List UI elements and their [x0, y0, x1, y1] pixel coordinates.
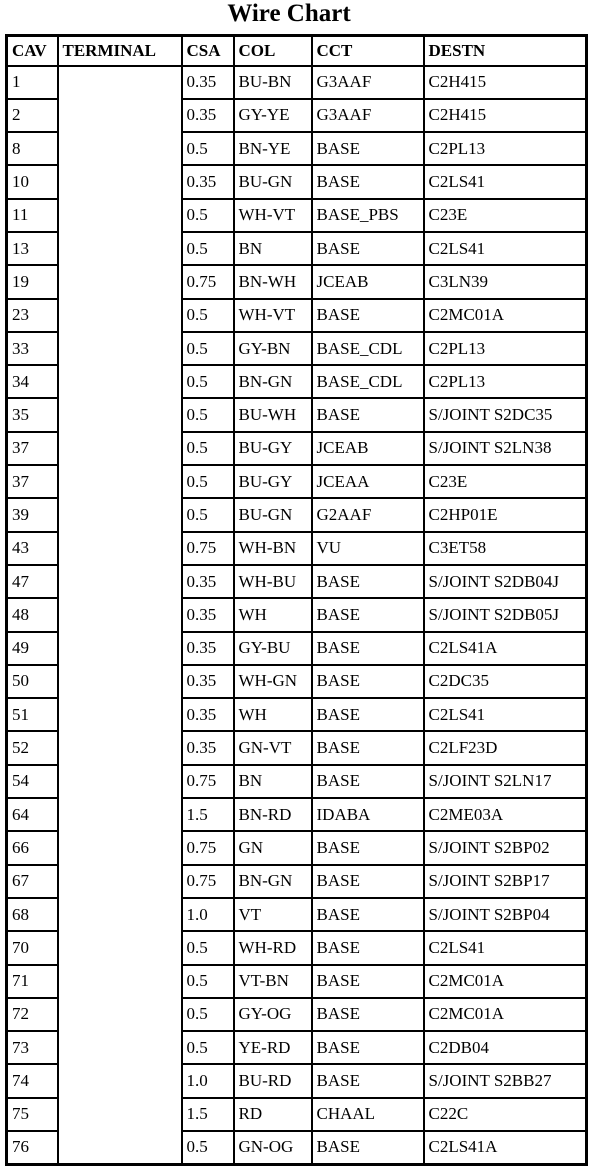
destn-cell: C2PL13 [424, 365, 587, 398]
cct-cell: BASE [312, 898, 424, 931]
col-cell: WH [234, 598, 312, 631]
cct-cell: BASE [312, 765, 424, 798]
page-title: Wire Chart [227, 0, 351, 27]
destn-cell: C2LS41 [424, 698, 587, 731]
col-cell: BU-GN [234, 498, 312, 531]
col-cell: GN-VT [234, 731, 312, 764]
cct-cell: BASE [312, 731, 424, 764]
destn-cell: C2DC35 [424, 665, 587, 698]
col-cell: BN-GN [234, 865, 312, 898]
csa-cell: 0.5 [182, 1031, 234, 1064]
cct-cell: BASE [312, 831, 424, 864]
destn-cell: C2HP01E [424, 498, 587, 531]
col-cell: GY-OG [234, 998, 312, 1031]
col-cell: WH-GN [234, 665, 312, 698]
cav-cell: 37 [7, 465, 58, 498]
cav-cell: 74 [7, 1064, 58, 1097]
cct-cell: BASE [312, 931, 424, 964]
cav-cell: 48 [7, 598, 58, 631]
column-header-destn: DESTN [424, 36, 587, 66]
cct-cell: JCEAA [312, 465, 424, 498]
cct-cell: BASE_PBS [312, 199, 424, 232]
destn-cell: S/JOINT S2BB27 [424, 1064, 587, 1097]
csa-cell: 0.35 [182, 66, 234, 99]
destn-cell: C2LS41 [424, 165, 587, 198]
cct-cell: BASE [312, 232, 424, 265]
destn-cell: C2H415 [424, 99, 587, 132]
cct-cell: JCEAB [312, 432, 424, 465]
destn-cell: C2MC01A [424, 965, 587, 998]
csa-cell: 0.5 [182, 498, 234, 531]
cct-cell: G3AAF [312, 66, 424, 99]
csa-cell: 1.5 [182, 1098, 234, 1131]
cct-cell: BASE [312, 665, 424, 698]
destn-cell: C3ET58 [424, 532, 587, 565]
csa-cell: 0.75 [182, 831, 234, 864]
csa-cell: 0.35 [182, 598, 234, 631]
table-row [7, 66, 587, 99]
destn-cell: S/JOINT S2DB05J [424, 598, 587, 631]
cav-cell: 49 [7, 632, 58, 665]
cav-cell: 71 [7, 965, 58, 998]
destn-cell: C22C [424, 1098, 587, 1131]
col-cell: GN-OG [234, 1131, 312, 1164]
csa-cell: 0.5 [182, 965, 234, 998]
destn-cell: C2MC01A [424, 998, 587, 1031]
col-cell: WH-VT [234, 299, 312, 332]
col-cell: BU-GN [234, 165, 312, 198]
col-cell: BU-BN [234, 66, 312, 99]
wire-chart-table [5, 34, 588, 1166]
cav-cell: 34 [7, 365, 58, 398]
col-cell: RD [234, 1098, 312, 1131]
cav-cell: 64 [7, 798, 58, 831]
destn-cell: S/JOINT S2BP17 [424, 865, 587, 898]
cav-cell: 2 [7, 99, 58, 132]
csa-cell: 0.35 [182, 698, 234, 731]
col-cell: BU-GY [234, 465, 312, 498]
destn-cell: C2LS41 [424, 931, 587, 964]
cav-cell: 70 [7, 931, 58, 964]
cct-cell: BASE_CDL [312, 332, 424, 365]
cct-cell: BASE [312, 132, 424, 165]
column-header-col: COL [234, 36, 312, 66]
csa-cell: 0.5 [182, 998, 234, 1031]
column-header-terminal: TERMINAL [58, 36, 182, 66]
destn-cell: S/JOINT S2DB04J [424, 565, 587, 598]
csa-cell: 1.5 [182, 798, 234, 831]
csa-cell: 0.5 [182, 232, 234, 265]
cct-cell: BASE [312, 565, 424, 598]
cav-cell: 23 [7, 299, 58, 332]
csa-cell: 0.75 [182, 765, 234, 798]
col-cell: WH-RD [234, 931, 312, 964]
col-cell: GY-BU [234, 632, 312, 665]
col-cell: WH-BN [234, 532, 312, 565]
col-cell: GY-BN [234, 332, 312, 365]
col-cell: GY-YE [234, 99, 312, 132]
cav-cell: 35 [7, 398, 58, 431]
cct-cell: BASE [312, 165, 424, 198]
col-cell: BN-WH [234, 265, 312, 298]
col-cell: YE-RD [234, 1031, 312, 1064]
csa-cell: 0.5 [182, 132, 234, 165]
csa-cell: 0.5 [182, 199, 234, 232]
destn-cell: S/JOINT S2BP04 [424, 898, 587, 931]
table-header-row [7, 36, 587, 66]
column-header-cav: CAV [7, 36, 58, 66]
cav-cell: 13 [7, 232, 58, 265]
cct-cell: BASE [312, 865, 424, 898]
csa-cell: 0.5 [182, 432, 234, 465]
csa-cell: 0.35 [182, 731, 234, 764]
destn-cell: C2LS41A [424, 1131, 587, 1164]
cav-cell: 10 [7, 165, 58, 198]
cct-cell: JCEAB [312, 265, 424, 298]
table-body [7, 66, 587, 1165]
cct-cell: G3AAF [312, 99, 424, 132]
cav-cell: 33 [7, 332, 58, 365]
cct-cell: BASE [312, 698, 424, 731]
terminal-cell [58, 66, 182, 1165]
cct-cell: BASE [312, 1131, 424, 1164]
cav-cell: 43 [7, 532, 58, 565]
csa-cell: 0.5 [182, 332, 234, 365]
destn-cell: S/JOINT S2LN17 [424, 765, 587, 798]
csa-cell: 0.35 [182, 99, 234, 132]
destn-cell: C2DB04 [424, 1031, 587, 1064]
destn-cell: S/JOINT S2DC35 [424, 398, 587, 431]
destn-cell: C2LS41 [424, 232, 587, 265]
cav-cell: 75 [7, 1098, 58, 1131]
csa-cell: 0.35 [182, 565, 234, 598]
cav-cell: 68 [7, 898, 58, 931]
col-cell: BN-GN [234, 365, 312, 398]
cct-cell: BASE_CDL [312, 365, 424, 398]
csa-cell: 0.5 [182, 465, 234, 498]
cav-cell: 19 [7, 265, 58, 298]
col-cell: BN-YE [234, 132, 312, 165]
col-cell: WH-VT [234, 199, 312, 232]
destn-cell: S/JOINT S2LN38 [424, 432, 587, 465]
csa-cell: 1.0 [182, 898, 234, 931]
destn-cell: C2H415 [424, 66, 587, 99]
cct-cell: VU [312, 532, 424, 565]
cav-cell: 11 [7, 199, 58, 232]
cct-cell: IDABA [312, 798, 424, 831]
cct-cell: G2AAF [312, 498, 424, 531]
cav-cell: 54 [7, 765, 58, 798]
col-cell: BN [234, 232, 312, 265]
cct-cell: BASE [312, 965, 424, 998]
csa-cell: 0.5 [182, 931, 234, 964]
cav-cell: 72 [7, 998, 58, 1031]
cav-cell: 8 [7, 132, 58, 165]
cav-cell: 51 [7, 698, 58, 731]
cav-cell: 67 [7, 865, 58, 898]
csa-cell: 0.35 [182, 632, 234, 665]
col-cell: BU-WH [234, 398, 312, 431]
csa-cell: 1.0 [182, 1064, 234, 1097]
cav-cell: 66 [7, 831, 58, 864]
csa-cell: 0.75 [182, 265, 234, 298]
col-cell: WH [234, 698, 312, 731]
col-cell: WH-BU [234, 565, 312, 598]
col-cell: BU-RD [234, 1064, 312, 1097]
col-cell: VT [234, 898, 312, 931]
cct-cell: BASE [312, 998, 424, 1031]
destn-cell: C2PL13 [424, 132, 587, 165]
destn-cell: C23E [424, 465, 587, 498]
cct-cell: BASE [312, 398, 424, 431]
cav-cell: 39 [7, 498, 58, 531]
column-header-csa: CSA [182, 36, 234, 66]
csa-cell: 0.75 [182, 532, 234, 565]
col-cell: BU-GY [234, 432, 312, 465]
col-cell: BN-RD [234, 798, 312, 831]
destn-cell: C2PL13 [424, 332, 587, 365]
csa-cell: 0.5 [182, 299, 234, 332]
csa-cell: 0.5 [182, 1131, 234, 1164]
cav-cell: 1 [7, 66, 58, 99]
destn-cell: C3LN39 [424, 265, 587, 298]
cav-cell: 52 [7, 731, 58, 764]
col-cell: GN [234, 831, 312, 864]
destn-cell: C2LS41A [424, 632, 587, 665]
destn-cell: C2ME03A [424, 798, 587, 831]
csa-cell: 0.75 [182, 865, 234, 898]
cct-cell: BASE [312, 1031, 424, 1064]
cav-cell: 37 [7, 432, 58, 465]
cct-cell: BASE [312, 598, 424, 631]
cav-cell: 50 [7, 665, 58, 698]
destn-cell: C2MC01A [424, 299, 587, 332]
cav-cell: 47 [7, 565, 58, 598]
col-cell: BN [234, 765, 312, 798]
csa-cell: 0.5 [182, 398, 234, 431]
csa-cell: 0.5 [182, 365, 234, 398]
col-cell: VT-BN [234, 965, 312, 998]
csa-cell: 0.35 [182, 665, 234, 698]
csa-cell: 0.35 [182, 165, 234, 198]
destn-cell: S/JOINT S2BP02 [424, 831, 587, 864]
cav-cell: 76 [7, 1131, 58, 1164]
cct-cell: BASE [312, 299, 424, 332]
destn-cell: C23E [424, 199, 587, 232]
cct-cell: BASE [312, 1064, 424, 1097]
cct-cell: CHAAL [312, 1098, 424, 1131]
column-header-cct: CCT [312, 36, 424, 66]
cct-cell: BASE [312, 632, 424, 665]
cav-cell: 73 [7, 1031, 58, 1064]
destn-cell: C2LF23D [424, 731, 587, 764]
